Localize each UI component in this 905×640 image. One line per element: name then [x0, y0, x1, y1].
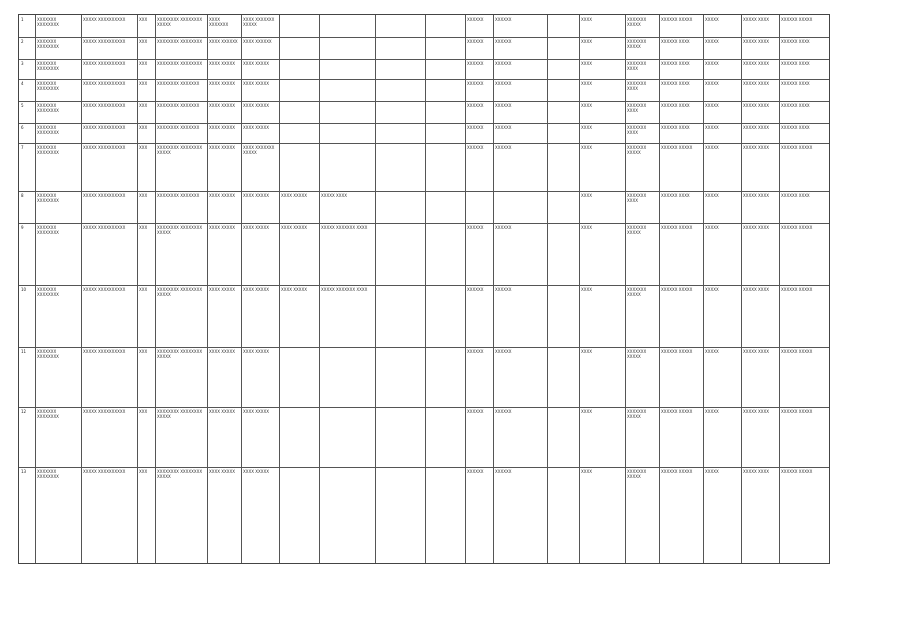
table-cell: XXXXXXX XXXXX [627, 287, 647, 297]
table-cell: XXXXXXX XXXX [627, 125, 647, 135]
table-cell: XXXXX XXXX [743, 61, 769, 66]
table-cell: XXXXX [705, 193, 719, 198]
column-divider [137, 15, 138, 563]
table-cell: XXXXXX XXXX [781, 125, 810, 130]
table-cell: XXXX [581, 287, 592, 292]
table-cell: XXXXXXX XXXXX [627, 225, 647, 235]
table-cell: XXXXX XXXX [743, 39, 769, 44]
table-cell: XXXXX XXXXXXXXXX [83, 61, 126, 66]
table-cell: XXXXX XXXXXXXXXX [83, 287, 126, 292]
column-divider [465, 15, 466, 563]
table-cell [321, 39, 373, 58]
table-cell [549, 81, 577, 100]
table-cell [377, 193, 423, 222]
table-cell: XXXX [581, 409, 592, 414]
table-cell: XXXXXX [495, 349, 512, 354]
table-cell: XXXXXXXX XXXXXXX [157, 81, 200, 86]
table-cell: XXXXXXX XXXX [627, 81, 647, 91]
table-cell: 3 [21, 61, 24, 66]
table-cell: XXXXXX [495, 145, 512, 150]
table-cell: XXXXXXX XXXXXXXX [37, 225, 59, 235]
table-cell: XXXXXX [467, 287, 484, 292]
table-cell [377, 349, 423, 406]
table-cell: XXXXX XXXX [743, 103, 769, 108]
table-cell: XXXXX XXXX [743, 287, 769, 292]
table-cell: XXXXX XXXXXXXXXX [83, 125, 126, 130]
column-divider [625, 15, 626, 563]
table-cell: XXXX XXXXX [209, 81, 235, 86]
table-cell: XXXX XXXXX [243, 193, 269, 198]
table-cell: XXXXXXX XXXX [627, 103, 647, 113]
table-cell: XXXXX XXXX [743, 17, 769, 22]
table-cell: XXXX [581, 225, 592, 230]
table-cell [281, 17, 317, 36]
table-cell [281, 81, 317, 100]
table-cell: XXXX XXXXXXX [209, 17, 229, 27]
table-cell: XXXX [581, 145, 592, 150]
table-cell: 1 [21, 17, 24, 22]
table-cell: 4 [21, 81, 24, 86]
table-cell: XXXXXX XXXXX [661, 349, 693, 354]
table-cell: XXXXXXX XXXXXXXX [37, 409, 59, 419]
table-cell [281, 61, 317, 78]
table-cell: XXXXXXX XXXXX [627, 349, 647, 359]
table-cell: XXXXXXX XXXXX [627, 17, 647, 27]
table-cell: XXXXX XXXX [743, 349, 769, 354]
table-cell: XXXXXX XXXXX [661, 287, 693, 292]
table-cell: XXX [139, 469, 148, 474]
table-cell: XXX [139, 287, 148, 292]
table-cell: XXXXXX [467, 103, 484, 108]
table-cell: XXXXXXXX XXXXXXXX XXXXX [157, 409, 203, 419]
table-cell [377, 225, 423, 284]
table-cell: XXXXXX XXXX [661, 61, 690, 66]
table-cell: XXXXXX [495, 81, 512, 86]
table-cell: XXXXX [705, 61, 719, 66]
table-cell: XXXXXX XXXX [661, 103, 690, 108]
table-cell: XXX [139, 17, 148, 22]
table-cell [377, 469, 423, 564]
table-cell [549, 193, 577, 222]
document-sheet [18, 14, 830, 564]
table-cell: XXXXXXX XXXX [627, 193, 647, 203]
table-cell: XXXXXXXX XXXXXXXX [157, 39, 203, 44]
table-cell [281, 145, 317, 190]
table-cell: XXXX XXXXXX [243, 39, 272, 44]
table-cell: 8 [21, 193, 24, 198]
table-cell [281, 349, 317, 406]
table-cell: XXXX [581, 469, 592, 474]
table-cell: XXXX [581, 193, 592, 198]
table-cell: XXXX XXXXX [243, 81, 269, 86]
column-divider [547, 15, 548, 563]
table-cell: XXXXXXX XXXXX [627, 469, 647, 479]
table-cell: XXXX XXXXX [243, 409, 269, 414]
table-cell: XXXXXX XXXXX [781, 145, 813, 150]
table-cell: XXXX XXXXXXX XXXXX [243, 145, 275, 155]
column-divider [659, 15, 660, 563]
column-divider [425, 15, 426, 563]
table-grid [18, 14, 830, 564]
table-cell: XXX [139, 409, 148, 414]
table-cell [377, 81, 423, 100]
table-cell: XXX [139, 81, 148, 86]
table-cell [321, 17, 373, 36]
table-cell: 9 [21, 225, 24, 230]
table-cell: XXXXXX [495, 103, 512, 108]
table-cell: XXXXXX [467, 39, 484, 44]
column-divider [35, 15, 36, 563]
table-cell: XXXXXX [495, 287, 512, 292]
table-cell [281, 409, 317, 466]
table-cell [321, 61, 373, 78]
table-cell: XXXXX [705, 349, 719, 354]
table-cell: XXXX XXXXX [243, 287, 269, 292]
table-cell: XXXXXXX XXXXX [627, 409, 647, 419]
table-cell: XXXXXX XXXXX [661, 17, 693, 22]
table-cell: XXXX XXXXX [209, 225, 235, 230]
table-cell: 12 [21, 409, 27, 414]
table-cell: XXXXX XXXXXXXXXX [83, 469, 126, 474]
table-cell: XXXXXX XXXX [661, 81, 690, 86]
table-cell [377, 145, 423, 190]
row-divider [19, 223, 829, 224]
table-cell: XXXXX XXXXXXXXXX [83, 81, 126, 86]
table-cell: XXXXXX XXXX [781, 193, 810, 198]
table-cell: XXXXX [705, 125, 719, 130]
row-divider [19, 123, 829, 124]
row-divider [19, 467, 829, 468]
table-cell: XXX [139, 125, 148, 130]
table-cell: XXXXXX XXXXX [661, 409, 693, 414]
table-cell: XXXXXX XXXXX [781, 409, 813, 414]
table-cell [281, 469, 317, 564]
row-divider [19, 101, 829, 102]
table-cell: XXXX XXXXX [209, 145, 235, 150]
table-cell [549, 349, 577, 406]
table-cell: XXXXXXX XXXXXXXX [37, 287, 59, 297]
column-divider [375, 15, 376, 563]
table-cell: XXXX XXXXX [243, 125, 269, 130]
table-cell: XXXXX XXXXXXXXXX [83, 17, 126, 22]
table-cell: XXXXXXX XXXXX [627, 39, 647, 49]
table-cell: 13 [21, 469, 27, 474]
table-cell: XXXX [581, 103, 592, 108]
table-cell: XXXXXXX XXXXXXXX [37, 61, 59, 71]
table-cell: XXXX XXXXX [281, 225, 307, 230]
table-cell [427, 81, 463, 100]
table-cell: XXXXX XXXXXXXXXX [83, 225, 126, 230]
table-cell [549, 225, 577, 284]
table-cell: XXXXX XXXXXXXXXX [83, 193, 126, 198]
table-cell: XXXXXXXX XXXXXXXX XXXXX [157, 145, 203, 155]
table-cell: XXXX XXXXX [243, 103, 269, 108]
table-cell: XXXXXX [495, 409, 512, 414]
table-cell [427, 469, 463, 564]
table-cell: XXXXXX XXXXX [781, 349, 813, 354]
table-cell: XXXXX XXXXXXXXXX [83, 39, 126, 44]
table-cell: XXXXXXXX XXXXXXXX [157, 61, 203, 66]
table-cell: XXXXXXX XXXXXXXX [37, 17, 59, 27]
table-cell: XXXXXXX XXXXX [627, 145, 647, 155]
table-cell: XXXXXX [467, 469, 484, 474]
column-divider [207, 15, 208, 563]
table-cell: XXXXXX [495, 225, 512, 230]
row-divider [19, 407, 829, 408]
table-cell: XXXXXX XXXXX [781, 287, 813, 292]
table-cell [549, 103, 577, 122]
table-cell: XXXXX XXXX [743, 409, 769, 414]
table-cell: XXXXX XXXXXXX XXXX [321, 225, 368, 230]
table-cell: XXXXXXXX XXXXXXX [157, 125, 200, 130]
table-cell: XXXXXX XXXX [661, 125, 690, 130]
table-cell: XXXXXX XXXXX [661, 469, 693, 474]
column-divider [241, 15, 242, 563]
table-cell: XXXXX XXXX [743, 193, 769, 198]
table-cell: XXXXXX XXXX [661, 39, 690, 44]
column-divider [741, 15, 742, 563]
table-cell [377, 17, 423, 36]
table-cell: XXXXXXX XXXXXXXX [37, 125, 59, 135]
table-cell: XXXX [581, 125, 592, 130]
row-divider [19, 59, 829, 60]
table-cell: XXXX XXXXXX [209, 39, 238, 44]
table-cell: XXXXXXX XXXXXXXX [37, 103, 59, 113]
table-cell: XXX [139, 39, 148, 44]
table-cell [377, 287, 423, 346]
table-cell: XXXXX XXXX [321, 193, 347, 198]
table-cell [427, 125, 463, 142]
table-cell: XXXXXX XXXX [781, 39, 810, 44]
table-cell: XXXXXX [495, 469, 512, 474]
table-cell: XXXXXX [495, 17, 512, 22]
column-divider [579, 15, 580, 563]
table-cell: XXXX XXXXX [243, 61, 269, 66]
table-cell: XXXXX XXXXXXXXXX [83, 103, 126, 108]
table-cell: XXXX XXXXX [209, 193, 235, 198]
table-cell: XXXX XXXXX [281, 193, 307, 198]
table-cell: XXXXXXX XXXXXXXX [37, 39, 59, 49]
table-cell: XXXXXX [467, 125, 484, 130]
table-cell [467, 193, 491, 222]
table-cell: XXXX XXXXX [209, 103, 235, 108]
table-cell [377, 125, 423, 142]
table-cell: XXXXXX [467, 81, 484, 86]
table-cell [427, 61, 463, 78]
row-divider [19, 347, 829, 348]
table-cell: XXXXX [705, 103, 719, 108]
table-cell [549, 287, 577, 346]
table-cell [427, 145, 463, 190]
table-cell: XXXXXXXX XXXXXXXX XXXXX [157, 17, 203, 27]
table-cell: XXXX [581, 39, 592, 44]
table-cell: XXXX [581, 17, 592, 22]
table-cell: XXXXX [705, 409, 719, 414]
table-cell [427, 349, 463, 406]
table-cell: XXXXXX XXXX [781, 61, 810, 66]
table-cell: XXXX XXXXX [209, 125, 235, 130]
table-cell: XXXX XXXXXXX XXXXX [243, 17, 275, 27]
table-cell: XXXXXXXX XXXXXXX [157, 193, 200, 198]
table-cell [549, 61, 577, 78]
column-divider [279, 15, 280, 563]
table-cell: XXXXXX [467, 225, 484, 230]
table-cell: XXXXX [705, 39, 719, 44]
table-cell: 2 [21, 39, 24, 44]
row-divider [19, 285, 829, 286]
table-cell: XXXXXX XXXX [781, 103, 810, 108]
table-cell: XXXXXXX XXXXXXXX [37, 145, 59, 155]
table-cell: XXXXXX XXXXX [781, 17, 813, 22]
table-cell: XXX [139, 61, 148, 66]
table-cell: XXXXXXX XXXXXXXX [37, 193, 59, 203]
table-cell: XXXX XXXXX [243, 225, 269, 230]
table-cell [281, 125, 317, 142]
table-cell: 7 [21, 145, 24, 150]
table-cell: 10 [21, 287, 27, 292]
table-cell: XXXXXX [467, 145, 484, 150]
table-cell: XXXXX [705, 145, 719, 150]
table-cell: XXXXX XXXXXXXXXX [83, 409, 126, 414]
table-cell: XXXX XXXXX [209, 349, 235, 354]
table-cell: XXXXXX [467, 61, 484, 66]
table-cell [549, 39, 577, 58]
column-divider [155, 15, 156, 563]
table-cell: XXXXX [705, 469, 719, 474]
table-cell [377, 61, 423, 78]
table-cell: XXXXXX [467, 349, 484, 354]
table-cell: XXXX XXXXX [209, 409, 235, 414]
table-cell [321, 81, 373, 100]
table-cell: XXXXX [705, 287, 719, 292]
table-cell: XXXXX [705, 81, 719, 86]
table-cell [321, 103, 373, 122]
table-cell: XXXXXXXX XXXXXXXX XXXXX [157, 225, 203, 235]
table-cell: XXX [139, 225, 148, 230]
row-divider [19, 79, 829, 80]
table-cell: XXX [139, 103, 148, 108]
table-cell: XXXXX XXXX [743, 225, 769, 230]
table-cell: XXXXXX [495, 61, 512, 66]
table-cell [321, 125, 373, 142]
table-cell: XXXXXXX XXXX [627, 61, 647, 71]
table-cell: XXXX [581, 349, 592, 354]
table-cell [281, 39, 317, 58]
table-cell: XXXXX XXXX [743, 145, 769, 150]
table-cell: XXXX [581, 61, 592, 66]
table-cell [281, 103, 317, 122]
table-cell: XXXX XXXXX [209, 61, 235, 66]
table-cell: XXXXXXX XXXXXXXX [37, 81, 59, 91]
table-cell [427, 103, 463, 122]
table-cell: XXXXXX XXXXX [781, 225, 813, 230]
table-cell: XXXXXXXX XXXXXXXX XXXXX [157, 469, 203, 479]
table-cell: XXXXX XXXX [743, 125, 769, 130]
table-cell [377, 103, 423, 122]
table-cell [549, 409, 577, 466]
column-divider [703, 15, 704, 563]
table-cell: 11 [21, 349, 27, 354]
table-cell: XXXXXX XXXX [661, 193, 690, 198]
table-cell [549, 17, 577, 36]
table-cell: XXXXXX XXXXX [781, 469, 813, 474]
table-cell: XXXXXX XXXXX [661, 225, 693, 230]
table-cell: XXXXXX XXXXX [661, 145, 693, 150]
table-cell [549, 145, 577, 190]
column-divider [493, 15, 494, 563]
column-divider [319, 15, 320, 563]
table-cell: XXX [139, 193, 148, 198]
row-divider [19, 37, 829, 38]
table-cell [427, 287, 463, 346]
table-cell [427, 409, 463, 466]
table-cell: XXXXXX [495, 125, 512, 130]
row-divider [19, 143, 829, 144]
table-cell: XXXXXX [467, 409, 484, 414]
table-cell: XXXXXXXX XXXXXXX [157, 103, 200, 108]
table-cell: XXXXXXX XXXXXXXX [37, 469, 59, 479]
table-cell: XXXXXXXX XXXXXXXX XXXXX [157, 287, 203, 297]
table-cell: XXXXX XXXXXXXXXX [83, 349, 126, 354]
table-cell [321, 349, 373, 406]
table-cell: XXXX XXXXX [281, 287, 307, 292]
table-cell: XXXXX XXXXXXXXXX [83, 145, 126, 150]
table-cell: XXXXXX [495, 39, 512, 44]
table-cell [495, 193, 545, 222]
table-cell: XXXX XXXXX [243, 349, 269, 354]
table-cell [321, 145, 373, 190]
table-cell: XXXXX XXXXXXX XXXX [321, 287, 368, 292]
table-cell [321, 469, 373, 564]
table-cell: XXXXX XXXX [743, 81, 769, 86]
table-cell: XXXXXX XXXX [781, 81, 810, 86]
table-cell: XXXXX XXXX [743, 469, 769, 474]
table-cell [321, 409, 373, 466]
table-cell: XXXX [581, 81, 592, 86]
table-cell [427, 193, 463, 222]
table-cell [427, 39, 463, 58]
table-cell: XXXXXXX XXXXXXXX [37, 349, 59, 359]
table-cell: XXXXXXXX XXXXXXXX XXXXX [157, 349, 203, 359]
table-cell [377, 39, 423, 58]
table-cell [549, 125, 577, 142]
table-cell [377, 409, 423, 466]
table-cell: XXX [139, 145, 148, 150]
table-cell: XXXXXX [467, 17, 484, 22]
table-cell: XXXXX [705, 225, 719, 230]
table-cell [427, 225, 463, 284]
table-cell [549, 469, 577, 564]
column-divider [81, 15, 82, 563]
table-cell: 5 [21, 103, 24, 108]
row-divider [19, 191, 829, 192]
table-cell: XXXX XXXXX [243, 469, 269, 474]
column-divider [779, 15, 780, 563]
table-cell: XXX [139, 349, 148, 354]
table-cell: 6 [21, 125, 24, 130]
table-cell: XXXX XXXXX [209, 469, 235, 474]
table-cell [427, 17, 463, 36]
table-cell: XXXX XXXXX [209, 287, 235, 292]
table-cell: XXXXX [705, 17, 719, 22]
